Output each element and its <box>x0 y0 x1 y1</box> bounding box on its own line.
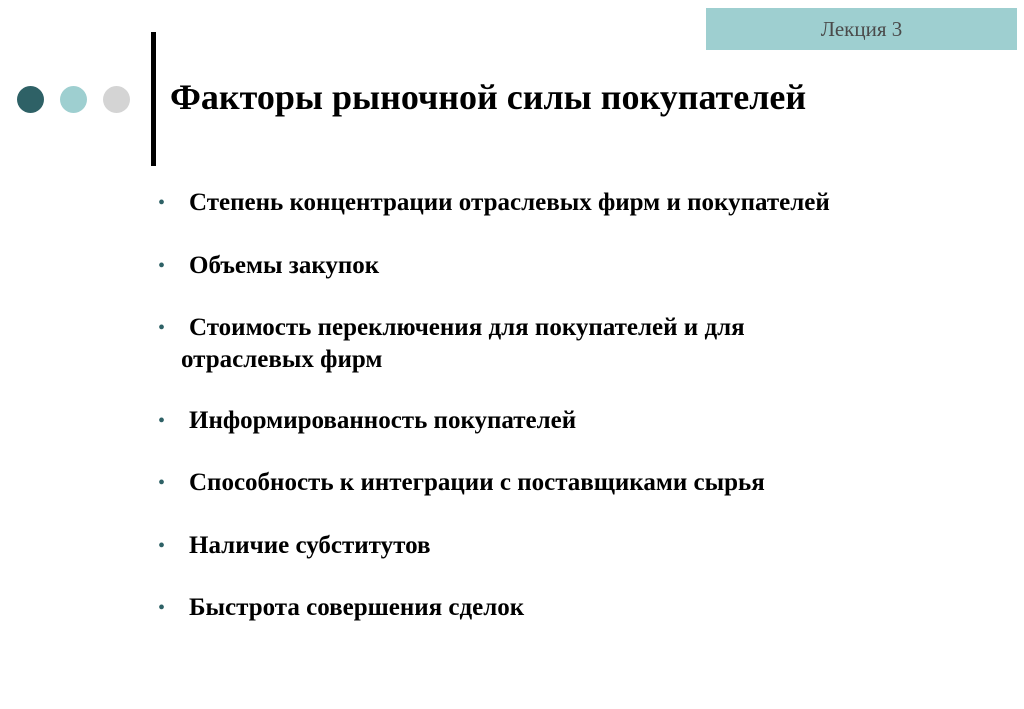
bullet-text: Стоимость переключения для покупателей и для <box>189 314 745 341</box>
bullet-icon: • <box>158 597 166 619</box>
lecture-label: Лекция 3 <box>706 8 1017 50</box>
bullet-icon: • <box>158 192 166 214</box>
bullet-text: Информированность покупателей <box>189 407 577 434</box>
bullet-item <box>158 187 830 219</box>
bullet-item <box>158 530 430 562</box>
bullet-item <box>158 312 745 376</box>
bullet-text: Быстрота совершения сделок <box>189 594 525 621</box>
bullet-icon: • <box>158 317 166 339</box>
bullet-item <box>158 250 379 282</box>
bullet-text: Способность к интеграции с поставщиками сырья <box>189 469 765 496</box>
bullet-item <box>158 405 576 437</box>
bullet-icon: • <box>158 410 166 432</box>
bullet-text: Степень концентрации отраслевых фирм и покупателей <box>189 189 830 216</box>
bullet-text: Наличие субститутов <box>189 532 431 559</box>
bullet-item <box>158 467 765 499</box>
bullet-icon: • <box>158 472 166 494</box>
slide-title: Факторы рыночной силы покупателей <box>170 77 807 117</box>
bullet-text-continuation: отраслевых фирм <box>181 346 383 373</box>
bullet-item <box>158 592 524 624</box>
bullet-icon: • <box>158 255 166 277</box>
bullet-text: Объемы закупок <box>189 252 380 279</box>
bullet-icon: • <box>158 535 166 557</box>
